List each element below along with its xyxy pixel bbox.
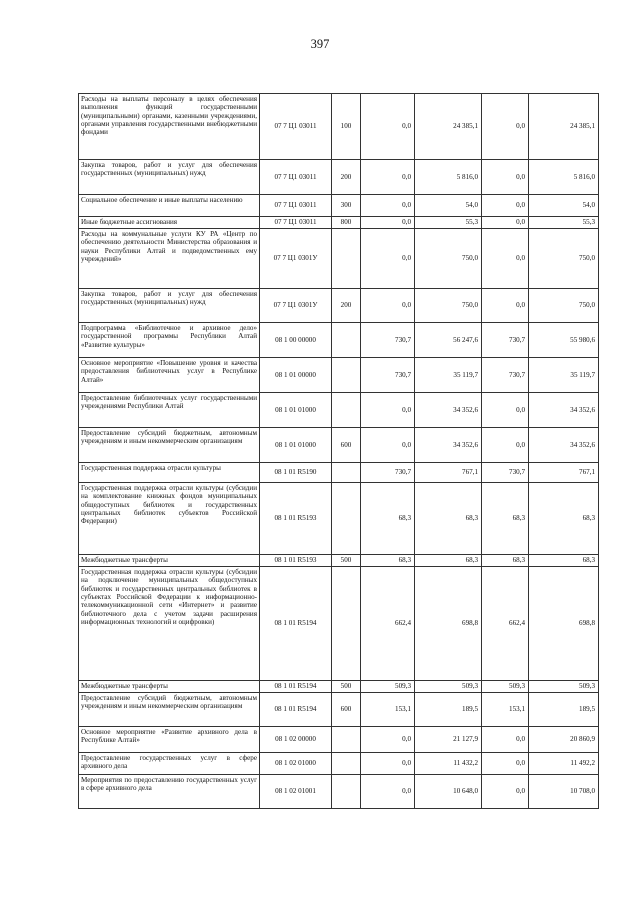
expense-type bbox=[332, 775, 361, 809]
row-name: Предоставление государственных услуг в сфере архивного дела bbox=[79, 753, 260, 775]
amount-col-2: 24 385,1 bbox=[415, 94, 482, 160]
table-row bbox=[79, 727, 599, 753]
amount-col-4: 34 352,6 bbox=[529, 428, 599, 463]
amount-col-3: 68,3 bbox=[482, 555, 529, 567]
expense-type: 500 bbox=[332, 681, 361, 693]
row-name: Государственная поддержка отрасли культуры (субсидии на комплектование книжных фондов муниципальных общедоступных библиотек и государственных центральных библиотек субъектов Российской Федерации) bbox=[79, 483, 260, 555]
amount-col-3: 662,4 bbox=[482, 567, 529, 681]
expense-type: 600 bbox=[332, 428, 361, 463]
amount-col-1: 730,7 bbox=[361, 323, 415, 358]
amount-col-4: 20 860,9 bbox=[529, 727, 599, 753]
row-name: Государственная поддержка отрасли культуры bbox=[79, 463, 260, 483]
target-code: 08 1 02 01001 bbox=[260, 775, 332, 809]
expense-type: 200 bbox=[332, 160, 361, 195]
table-row bbox=[79, 289, 599, 323]
amount-col-4: 5 816,0 bbox=[529, 160, 599, 195]
amount-col-3: 0,0 bbox=[482, 727, 529, 753]
target-code: 07 7 Ц1 0301У bbox=[260, 229, 332, 289]
expense-type: 600 bbox=[332, 693, 361, 727]
amount-col-3: 0,0 bbox=[482, 289, 529, 323]
amount-col-3: 68,3 bbox=[482, 483, 529, 555]
amount-col-1: 0,0 bbox=[361, 393, 415, 428]
target-code: 08 1 01 R5193 bbox=[260, 483, 332, 555]
amount-col-1: 0,0 bbox=[361, 753, 415, 775]
amount-col-1: 0,0 bbox=[361, 727, 415, 753]
amount-col-1: 0,0 bbox=[361, 229, 415, 289]
expense-type bbox=[332, 229, 361, 289]
table-row bbox=[79, 567, 599, 681]
expense-type: 800 bbox=[332, 217, 361, 229]
target-code: 08 1 02 01000 bbox=[260, 753, 332, 775]
row-name: Иные бюджетные ассигнования bbox=[79, 217, 260, 229]
amount-col-2: 68,3 bbox=[415, 555, 482, 567]
table-row bbox=[79, 463, 599, 483]
amount-col-3: 0,0 bbox=[482, 753, 529, 775]
amount-col-3: 730,7 bbox=[482, 358, 529, 393]
row-name: Основное мероприятие «Повышение уровня и качества предоставления библиотечных услуг в Республике Алтай» bbox=[79, 358, 260, 393]
table-row bbox=[79, 160, 599, 195]
row-name: Предоставление библиотечных услуг государственными учреждениями Республики Алтай bbox=[79, 393, 260, 428]
table-row bbox=[79, 229, 599, 289]
amount-col-1: 68,3 bbox=[361, 555, 415, 567]
table-row bbox=[79, 681, 599, 693]
amount-col-3: 509,3 bbox=[482, 681, 529, 693]
amount-col-1: 153,1 bbox=[361, 693, 415, 727]
target-code: 08 1 01 01000 bbox=[260, 393, 332, 428]
row-name: Закупка товаров, работ и услуг для обеспечения государственных (муниципальных) нужд bbox=[79, 160, 260, 195]
amount-col-4: 189,5 bbox=[529, 693, 599, 727]
page-number: 397 bbox=[310, 37, 330, 51]
target-code: 08 1 01 R5193 bbox=[260, 555, 332, 567]
amount-col-1: 0,0 bbox=[361, 289, 415, 323]
amount-col-1: 730,7 bbox=[361, 358, 415, 393]
target-code: 08 1 01 R5194 bbox=[260, 693, 332, 727]
target-code: 07 7 Ц1 03011 bbox=[260, 94, 332, 160]
expense-type bbox=[332, 358, 361, 393]
amount-col-4: 750,0 bbox=[529, 289, 599, 323]
amount-col-2: 5 816,0 bbox=[415, 160, 482, 195]
expense-type bbox=[332, 323, 361, 358]
amount-col-1: 68,3 bbox=[361, 483, 415, 555]
table-row bbox=[79, 483, 599, 555]
amount-col-2: 54,0 bbox=[415, 195, 482, 217]
expense-type: 100 bbox=[332, 94, 361, 160]
amount-col-4: 68,3 bbox=[529, 483, 599, 555]
amount-col-3: 0,0 bbox=[482, 229, 529, 289]
amount-col-3: 0,0 bbox=[482, 160, 529, 195]
table-row bbox=[79, 323, 599, 358]
amount-col-3: 0,0 bbox=[482, 428, 529, 463]
amount-col-2: 35 119,7 bbox=[415, 358, 482, 393]
row-name: Межбюджетные трансферты bbox=[79, 555, 260, 567]
amount-col-1: 509,3 bbox=[361, 681, 415, 693]
target-code: 07 7 Ц1 03011 bbox=[260, 217, 332, 229]
expense-type: 200 bbox=[332, 289, 361, 323]
amount-col-2: 750,0 bbox=[415, 289, 482, 323]
table-row bbox=[79, 428, 599, 463]
amount-col-2: 11 432,2 bbox=[415, 753, 482, 775]
amount-col-4: 68,3 bbox=[529, 555, 599, 567]
table-row bbox=[79, 393, 599, 428]
table-row bbox=[79, 753, 599, 775]
amount-col-4: 509,3 bbox=[529, 681, 599, 693]
amount-col-2: 750,0 bbox=[415, 229, 482, 289]
amount-col-4: 54,0 bbox=[529, 195, 599, 217]
amount-col-2: 56 247,6 bbox=[415, 323, 482, 358]
table-row bbox=[79, 94, 599, 160]
row-name: Государственная поддержка отрасли культуры (субсидии на подключение муниципальных общедоступных библиотек и государственных центральных библиотек в субъектах Российской Федерации к информационно-телекоммуникационной сети «Интернет» и развитие библиотечного дела с учетом задачи расширения информационных технологий и оцифровки) bbox=[79, 567, 260, 681]
amount-col-2: 767,1 bbox=[415, 463, 482, 483]
table-row bbox=[79, 217, 599, 229]
amount-col-3: 0,0 bbox=[482, 217, 529, 229]
amount-col-1: 0,0 bbox=[361, 195, 415, 217]
amount-col-4: 55,3 bbox=[529, 217, 599, 229]
expense-type: 500 bbox=[332, 555, 361, 567]
target-code: 07 7 Ц1 03011 bbox=[260, 195, 332, 217]
row-name: Подпрограмма «Библиотечное и архивное дело» государственной программы Республики Алтай «Развитие культуры» bbox=[79, 323, 260, 358]
row-name: Мероприятия по предоставлению государственных услуг в сфере архивного дела bbox=[79, 775, 260, 809]
amount-col-1: 0,0 bbox=[361, 217, 415, 229]
expense-type bbox=[332, 727, 361, 753]
expense-type bbox=[332, 483, 361, 555]
table-row bbox=[79, 195, 599, 217]
target-code: 08 1 00 00000 bbox=[260, 323, 332, 358]
amount-col-3: 730,7 bbox=[482, 323, 529, 358]
amount-col-4: 34 352,6 bbox=[529, 393, 599, 428]
amount-col-2: 55,3 bbox=[415, 217, 482, 229]
amount-col-3: 0,0 bbox=[482, 195, 529, 217]
expense-type bbox=[332, 393, 361, 428]
amount-col-4: 24 385,1 bbox=[529, 94, 599, 160]
row-name: Предоставление субсидий бюджетным, автономным учреждениям и иным некоммерческим организациям bbox=[79, 693, 260, 727]
amount-col-1: 730,7 bbox=[361, 463, 415, 483]
amount-col-1: 0,0 bbox=[361, 160, 415, 195]
amount-col-3: 0,0 bbox=[482, 775, 529, 809]
amount-col-1: 0,0 bbox=[361, 775, 415, 809]
table-row bbox=[79, 358, 599, 393]
amount-col-2: 698,8 bbox=[415, 567, 482, 681]
amount-col-2: 189,5 bbox=[415, 693, 482, 727]
amount-col-1: 0,0 bbox=[361, 428, 415, 463]
amount-col-4: 10 708,0 bbox=[529, 775, 599, 809]
row-name: Основное мероприятие «Развитие архивного дела в Республике Алтай» bbox=[79, 727, 260, 753]
amount-col-3: 730,7 bbox=[482, 463, 529, 483]
amount-col-2: 10 648,0 bbox=[415, 775, 482, 809]
amount-col-4: 35 119,7 bbox=[529, 358, 599, 393]
expense-type bbox=[332, 567, 361, 681]
target-code: 08 1 01 R5190 bbox=[260, 463, 332, 483]
amount-col-3: 153,1 bbox=[482, 693, 529, 727]
target-code: 08 1 02 00000 bbox=[260, 727, 332, 753]
amount-col-4: 55 980,6 bbox=[529, 323, 599, 358]
row-name: Социальное обеспечение и иные выплаты населению bbox=[79, 195, 260, 217]
table-row bbox=[79, 775, 599, 809]
target-code: 08 1 01 R5194 bbox=[260, 681, 332, 693]
row-name: Расходы на выплаты персоналу в целях обеспечения выполнения функций государственными (муниципальными) органами, казенными учреждениями, органами управления государственными внебюджетными фондами bbox=[79, 94, 260, 160]
expense-type: 300 bbox=[332, 195, 361, 217]
target-code: 08 1 01 00000 bbox=[260, 358, 332, 393]
target-code: 07 7 Ц1 03011 bbox=[260, 160, 332, 195]
budget-table bbox=[78, 93, 599, 809]
target-code: 07 7 Ц1 0301У bbox=[260, 289, 332, 323]
expense-type bbox=[332, 753, 361, 775]
expense-type bbox=[332, 463, 361, 483]
row-name: Межбюджетные трансферты bbox=[79, 681, 260, 693]
amount-col-4: 698,8 bbox=[529, 567, 599, 681]
amount-col-4: 767,1 bbox=[529, 463, 599, 483]
amount-col-3: 0,0 bbox=[482, 393, 529, 428]
amount-col-3: 0,0 bbox=[482, 94, 529, 160]
amount-col-4: 750,0 bbox=[529, 229, 599, 289]
amount-col-1: 0,0 bbox=[361, 94, 415, 160]
target-code: 08 1 01 01000 bbox=[260, 428, 332, 463]
row-name: Закупка товаров, работ и услуг для обеспечения государственных (муниципальных) нужд bbox=[79, 289, 260, 323]
row-name: Предоставление субсидий бюджетным, автономным учреждениям и иным некоммерческим организациям bbox=[79, 428, 260, 463]
amount-col-1: 662,4 bbox=[361, 567, 415, 681]
amount-col-2: 34 352,6 bbox=[415, 428, 482, 463]
row-name: Расходы на коммунальные услуги КУ РА «Центр по обеспечению деятельности Министерства образования и науки Республики Алтай и подведомственных ему учреждений» bbox=[79, 229, 260, 289]
amount-col-2: 21 127,9 bbox=[415, 727, 482, 753]
amount-col-2: 34 352,6 bbox=[415, 393, 482, 428]
amount-col-2: 509,3 bbox=[415, 681, 482, 693]
target-code: 08 1 01 R5194 bbox=[260, 567, 332, 681]
table-row bbox=[79, 693, 599, 727]
amount-col-2: 68,3 bbox=[415, 483, 482, 555]
table-row bbox=[79, 555, 599, 567]
amount-col-4: 11 492,2 bbox=[529, 753, 599, 775]
